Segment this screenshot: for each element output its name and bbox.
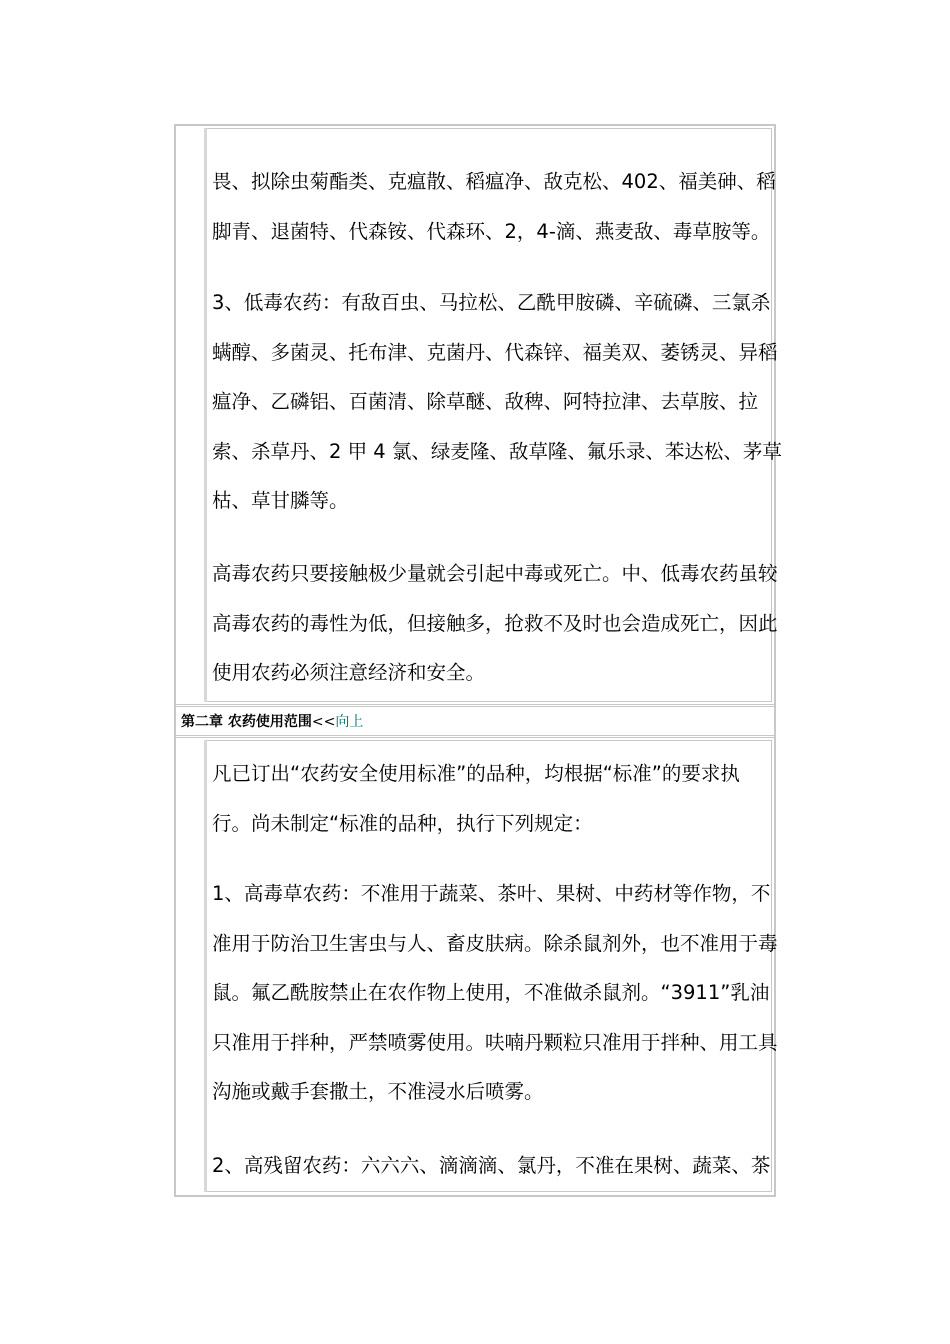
chapter-heading-row	[176, 704, 774, 738]
column-divider	[204, 128, 207, 702]
paragraph-pesticide-list-continued	[212, 157, 776, 256]
paragraph-high-residue-rules	[212, 1141, 772, 1191]
chapter-title: 第二章 农药使用范围	[181, 714, 312, 730]
back-to-top-link[interactable]: 向上	[335, 714, 364, 730]
text-line: 准用于防治卫生害虫与人、畜皮肤病。除杀鼠剂外，也不准用于毒	[212, 931, 778, 955]
paragraph-high-toxicity-rules	[212, 869, 778, 1117]
text-line: 凡已订出“农药安全使用标准”的品种，均根据“标准”的要求执	[212, 762, 740, 785]
text-line: 只准用于拌种，严禁喷雾使用。呋喃丹颗粒只准用于拌种、用工具	[212, 1030, 778, 1054]
text-line: 沟施或戴手套撒土，不准浸水后喷雾。	[212, 1080, 544, 1104]
text-line: 3、低毒农药：有敌百虫、马拉松、乙酰甲胺磷、辛硫磷、三氯杀	[212, 291, 771, 314]
text-line: 2、高残留农药：六六六、滴滴滴、氯丹，不准在果树、蔬菜、茶	[212, 1154, 771, 1177]
text-line: 畏、拟除虫菊酯类、克瘟散、稻瘟净、敌克松、402、福美砷、稻	[212, 170, 776, 193]
column-divider	[204, 740, 207, 1192]
chapter-heading	[181, 713, 363, 731]
text-line: 索、杀草丹、2 甲 4 氯、绿麦隆、敌草隆、氟乐录、苯达松、茅草	[212, 439, 782, 463]
text-line: 枯、草甘膦等。	[212, 489, 349, 513]
text-line: 高毒农药的毒性为低，但接触多，抢救不及时也会造成死亡，因此	[212, 611, 778, 635]
text-line: 行。尚未制定“标准的品种，执行下列规定：	[212, 811, 593, 835]
text-line: 螨醇、多菌灵、托布津、克菌丹、代森锌、福美双、萎锈灵、异稻	[212, 340, 778, 364]
text-line: 1、高毒草农药：不准用于蔬菜、茶叶、果树、中药材等作物，不	[212, 882, 771, 905]
paragraph-low-toxicity	[212, 278, 782, 526]
paragraph-safety-standard	[212, 749, 772, 848]
text-line: 瘟净、乙磷铝、百菌清、除草醚、敌稗、阿特拉津、去草胺、拉	[212, 390, 759, 414]
text-line: 脚青、退菌特、代森铵、代森环、2，4-滴、燕麦敌、毒草胺等。	[212, 219, 771, 243]
paragraph-toxicity-warning	[212, 549, 778, 698]
text-line: 使用农药必须注意经济和安全。	[212, 661, 486, 685]
text-line: 高毒农药只要接触极少量就会引起中毒或死亡。中、低毒农药虽较	[212, 562, 778, 585]
back-arrows: <<	[311, 714, 336, 730]
text-line: 鼠。氟乙酰胺禁止在农作物上使用，不准做杀鼠剂。“3911”乳油	[212, 981, 770, 1005]
